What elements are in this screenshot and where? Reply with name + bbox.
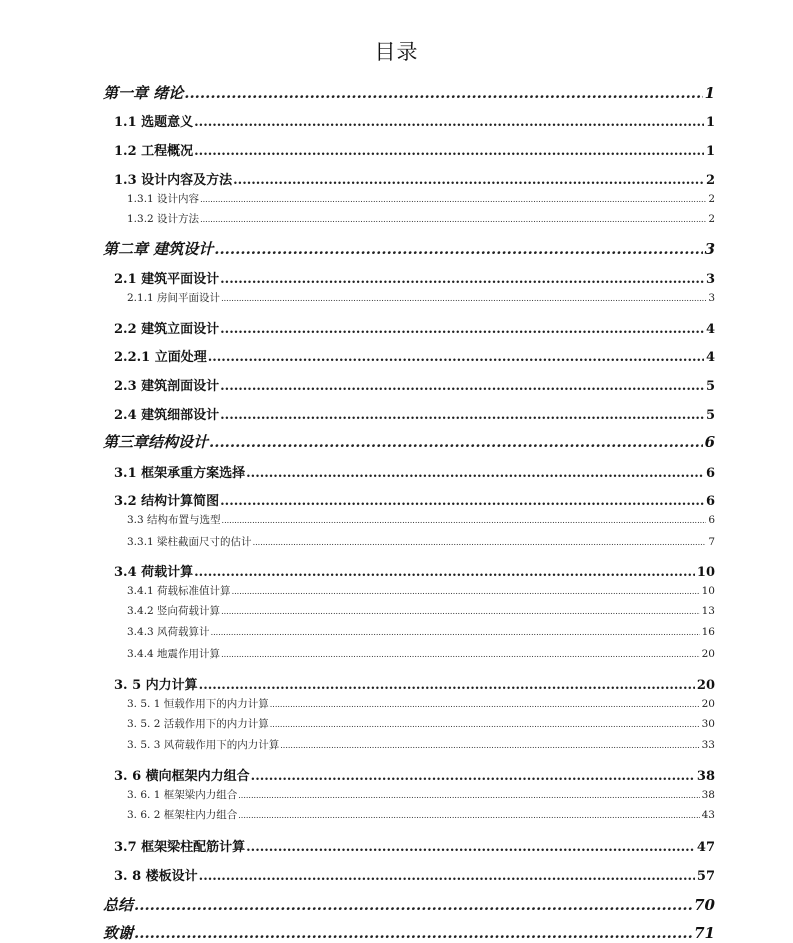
toc-entry-page: 70 (694, 896, 715, 914)
toc-entry-label: 1.1 选题意义 (114, 115, 194, 130)
toc-entry[interactable] (127, 624, 715, 639)
dot-leader (270, 700, 700, 709)
toc-entry-label: 3.4.4 地震作用计算 (127, 648, 221, 660)
toc-entry[interactable] (114, 865, 715, 884)
dot-leader (211, 628, 700, 637)
toc-entry-page: 1 (705, 144, 715, 159)
toc-entry[interactable] (127, 512, 715, 527)
dot-leader (220, 494, 704, 509)
dot-leader (134, 896, 692, 914)
dot-leader (200, 215, 706, 224)
toc-entry-label: 2.2 建筑立面设计 (114, 322, 220, 337)
toc-entry-label: 1.3 设计内容及方法 (114, 173, 233, 188)
toc-entry-label: 第二章 建筑设计 (103, 240, 214, 258)
toc-entry[interactable] (103, 922, 715, 943)
toc-entry[interactable] (127, 787, 715, 802)
toc-entry-page: 5 (705, 408, 715, 423)
dot-leader (253, 538, 707, 547)
toc-entry-page: 6 (705, 494, 715, 509)
toc-entry-page: 5 (705, 379, 715, 394)
toc-entry-label: 3. 6 横向框架内力组合 (114, 769, 250, 784)
toc-entry[interactable] (127, 583, 715, 598)
toc-entry[interactable] (114, 674, 715, 693)
toc-entry[interactable] (127, 191, 715, 206)
toc-entry-page: 16 (701, 626, 715, 638)
toc-entry-page: 38 (701, 789, 715, 801)
dot-leader (214, 240, 702, 258)
toc-entry-page: 7 (708, 536, 715, 548)
toc-entry-label: 1.3.2 设计方法 (127, 213, 200, 225)
toc-entry-label: 3.7 框架梁柱配筋计算 (114, 840, 246, 855)
dot-leader (251, 769, 695, 784)
toc-entry-page: 71 (694, 924, 715, 942)
toc-entry[interactable] (127, 290, 715, 305)
toc-entry-label: 3.4.1 荷载标准值计算 (127, 585, 231, 597)
toc-entry-page: 13 (701, 605, 715, 617)
toc-entry-page: 38 (696, 769, 715, 784)
toc-entry-page: 6 (705, 466, 715, 481)
toc-entry[interactable] (103, 894, 715, 915)
toc-entry[interactable] (103, 82, 715, 103)
toc-entry[interactable] (114, 346, 715, 365)
toc-entry-label: 1.2 工程概况 (114, 144, 194, 159)
toc-entry-page: 20 (701, 698, 715, 710)
toc-entry-label: 3.4.2 竖向荷载计算 (127, 605, 221, 617)
dot-leader (200, 195, 706, 204)
toc-entry-label: 3. 8 楼板设计 (114, 869, 198, 884)
dot-leader (220, 379, 704, 394)
toc-entry[interactable] (127, 696, 715, 711)
toc-entry-page: 2 (708, 193, 715, 205)
toc-entry[interactable] (127, 807, 715, 822)
toc-entry-label: 第一章 绪论 (103, 84, 184, 102)
toc-entry-label: 总结 (103, 896, 134, 914)
toc-entry-page: 3 (705, 272, 715, 287)
toc-entry[interactable] (127, 603, 715, 618)
toc-entry-page: 6 (708, 514, 715, 526)
toc-entry[interactable] (114, 490, 715, 509)
toc-entry-page: 57 (696, 869, 715, 884)
dot-leader (246, 840, 695, 855)
toc-entry-label: 3. 5 内力计算 (114, 678, 198, 693)
toc-entry-page: 2 (708, 213, 715, 225)
dot-leader (194, 565, 695, 580)
toc-entry-page: 3 (708, 292, 715, 304)
toc-entry[interactable] (114, 561, 715, 580)
toc-entry-page: 4 (705, 322, 715, 337)
toc-entry-page: 1 (704, 84, 715, 102)
toc-entry-label: 3.2 结构计算简图 (114, 494, 220, 509)
toc-entry-label: 2.4 建筑细部设计 (114, 408, 220, 423)
toc-entry-page: 2 (705, 173, 715, 188)
toc-entry[interactable] (103, 431, 715, 452)
dot-leader (280, 741, 699, 750)
toc-entry[interactable] (127, 534, 715, 549)
toc-entry-page: 20 (701, 648, 715, 660)
toc-entry-page: 10 (701, 585, 715, 597)
toc-entry-page: 1 (705, 115, 715, 130)
dot-leader (209, 433, 703, 451)
dot-leader (208, 350, 704, 365)
toc-entry-label: 2.1 建筑平面设计 (114, 272, 220, 287)
dot-leader (220, 408, 704, 423)
toc-entry-page: 47 (696, 840, 715, 855)
toc-entry-page: 10 (696, 565, 715, 580)
toc-entry[interactable] (114, 462, 715, 481)
toc-entry-label: 3. 5. 1 恒载作用下的内力计算 (127, 698, 269, 710)
toc-entry-label: 3. 5. 2 活载作用下的内力计算 (127, 718, 269, 730)
toc-entry-page: 30 (701, 718, 715, 730)
toc-entry-label: 3.1 框架承重方案选择 (114, 466, 246, 481)
toc-entry-label: 2.2.1 立面处理 (114, 350, 207, 365)
toc-entry-page: 20 (696, 678, 715, 693)
toc-entry[interactable] (114, 268, 715, 287)
toc-entry-label: 3. 6. 2 框架柱内力组合 (127, 809, 238, 821)
toc-entry-label: 3. 5. 3 风荷载作用下的内力计算 (127, 739, 280, 751)
toc-entry-page: 6 (704, 433, 715, 451)
toc-entry[interactable] (114, 169, 715, 188)
dot-leader (194, 115, 704, 130)
toc-entry-label: 3.4 荷载计算 (114, 565, 194, 580)
toc-entry[interactable] (114, 318, 715, 337)
dot-leader (134, 924, 692, 942)
toc-entry[interactable] (114, 836, 715, 855)
toc-entry-page: 43 (701, 809, 715, 821)
toc-entry-label: 1.3.1 设计内容 (127, 193, 200, 205)
dot-leader (233, 173, 704, 188)
toc-entry-page: 33 (701, 739, 715, 751)
toc-entry-page: 3 (704, 240, 715, 258)
toc-entry-label: 致谢 (103, 924, 134, 942)
toc-entry[interactable] (114, 375, 715, 394)
dot-leader (194, 144, 704, 159)
toc-entry[interactable] (127, 716, 715, 731)
toc-entry-label: 3.4.3 风荷载算计 (127, 626, 210, 638)
toc-entry-label: 3.3 结构布置与选型 (127, 514, 221, 526)
toc-entry[interactable] (127, 211, 715, 226)
dot-leader (222, 516, 707, 525)
dot-leader (270, 720, 700, 729)
toc-entry-label: 3.3.1 梁柱截面尺寸的估计 (127, 536, 252, 548)
toc-entry[interactable] (127, 737, 715, 752)
dot-leader (246, 466, 704, 481)
dot-leader (238, 811, 699, 820)
toc-entry[interactable] (103, 238, 715, 259)
toc-entry-label: 2.1.1 房间平面设计 (127, 292, 221, 304)
dot-leader (220, 322, 704, 337)
dot-leader (199, 678, 695, 693)
dot-leader (221, 650, 700, 659)
toc-entry[interactable] (114, 140, 715, 159)
toc-entry[interactable] (114, 765, 715, 784)
dot-leader (199, 869, 695, 884)
toc-entry-page: 4 (705, 350, 715, 365)
dot-leader (220, 272, 704, 287)
toc-entry-label: 3. 6. 1 框架梁内力组合 (127, 789, 238, 801)
toc-entry[interactable] (114, 404, 715, 423)
dot-leader (184, 84, 702, 102)
toc-entry[interactable] (127, 646, 715, 661)
toc-entry[interactable] (114, 111, 715, 130)
toc-entry-label: 2.3 建筑剖面设计 (114, 379, 220, 394)
page-title: 目录 (374, 40, 419, 64)
dot-leader (232, 587, 700, 596)
dot-leader (221, 294, 706, 303)
toc-entry-label: 第三章结构设计 (103, 433, 209, 451)
dot-leader (238, 791, 699, 800)
dot-leader (221, 607, 700, 616)
